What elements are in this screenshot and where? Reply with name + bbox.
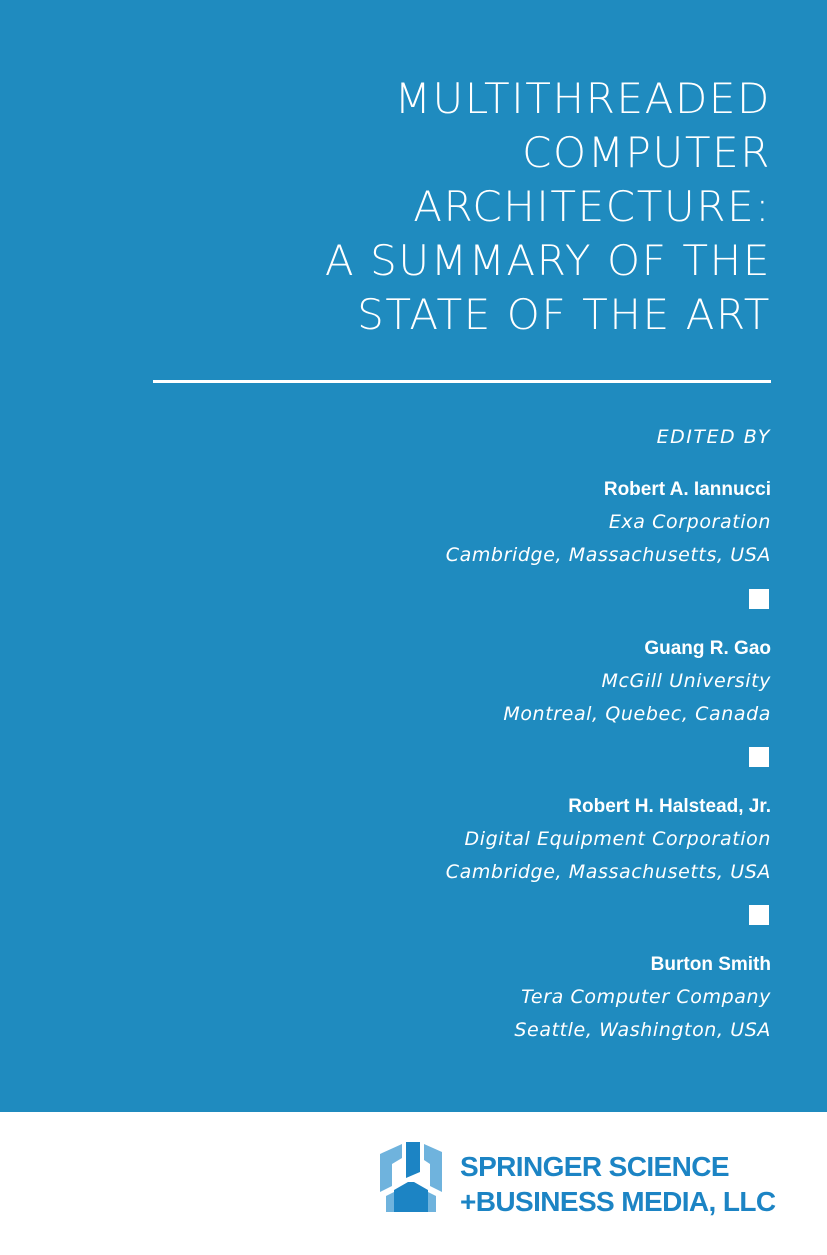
title-line: ARCHITECTURE:	[413, 182, 771, 231]
editor-organization: Tera Computer Company	[521, 986, 771, 1008]
editor-organization: McGill University	[601, 670, 771, 692]
title-divider	[153, 380, 771, 383]
editor-name: Guang R. Gao	[644, 638, 771, 659]
separator-square-icon	[749, 589, 769, 609]
title-line: MULTITHREADED	[394, 74, 771, 123]
editor-name: Robert H. Halstead, Jr.	[568, 796, 771, 817]
title-line: STATE OF THE ART	[357, 290, 771, 339]
edited-by-label: EDITED BY	[656, 426, 771, 448]
separator-square-icon	[749, 747, 769, 767]
editor-location: Cambridge, Massachusetts, USA	[445, 544, 771, 566]
editor-organization: Digital Equipment Corporation	[464, 828, 771, 850]
editor-block	[446, 473, 771, 572]
editor-name: Burton Smith	[650, 954, 771, 975]
editor-organization: Exa Corporation	[608, 511, 771, 533]
editor-name: Robert A. Iannucci	[603, 479, 771, 500]
editor-block	[503, 632, 771, 731]
publisher-line: +BUSINESS MEDIA, LLC	[460, 1186, 776, 1217]
editor-location: Seattle, Washington, USA	[514, 1019, 771, 1041]
separator-square-icon	[749, 905, 769, 925]
editor-location: Montreal, Quebec, Canada	[503, 703, 771, 725]
publisher-name	[460, 1149, 775, 1219]
editor-block	[514, 948, 771, 1047]
springer-knight-logo-icon	[378, 1142, 444, 1214]
book-title	[325, 72, 771, 342]
editor-block	[446, 790, 771, 889]
publisher-line: SPRINGER SCIENCE	[460, 1151, 729, 1182]
title-line: COMPUTER	[522, 128, 771, 177]
title-line: A SUMMARY OF THE	[324, 236, 771, 285]
editor-location: Cambridge, Massachusetts, USA	[445, 861, 771, 883]
